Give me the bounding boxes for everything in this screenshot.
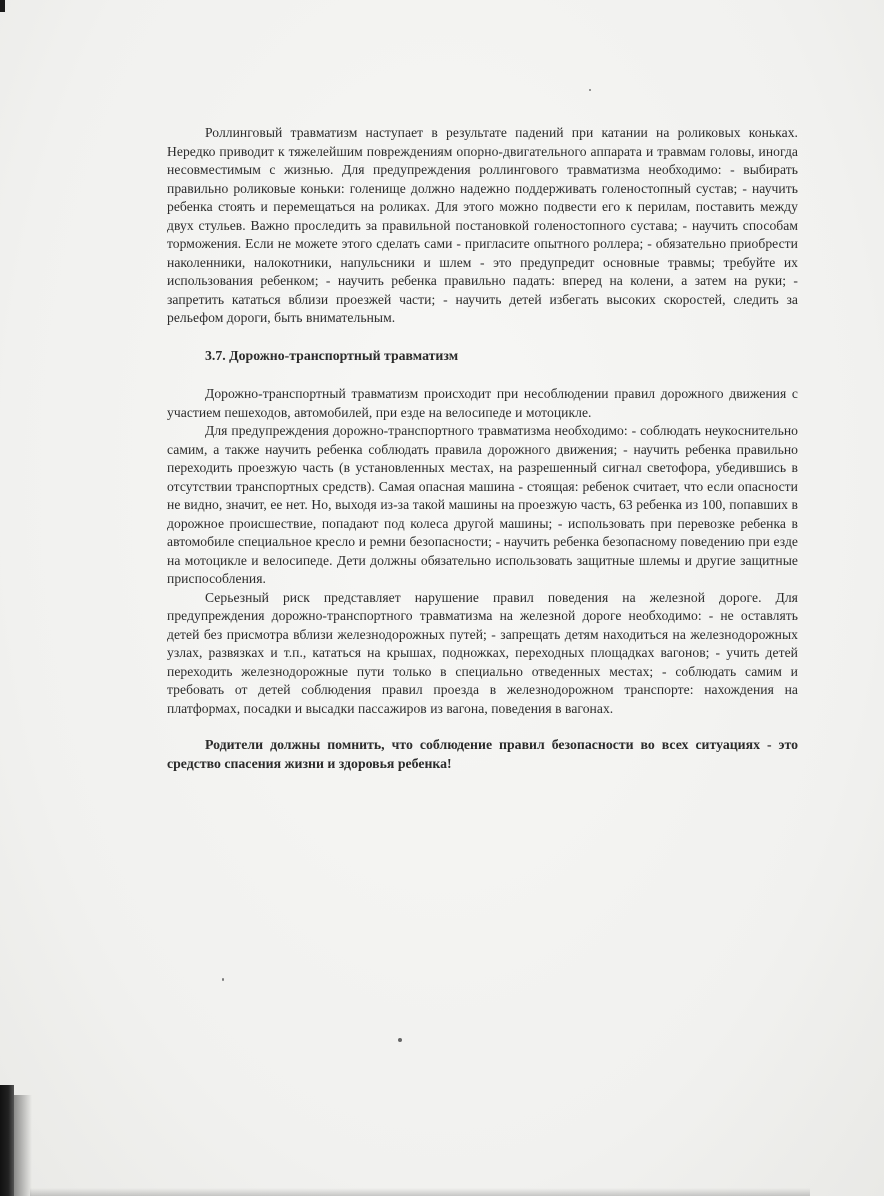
document-body [167, 124, 798, 773]
scan-speck [398, 1038, 402, 1042]
scan-speck [222, 978, 224, 981]
paragraph-traffic-prevention: Для предупреждения дорожно-транспортного травматизма необходимо: - соблюдать неукоснительно самим, а также научить ребенка соблюдать правила дорожного движения; - научить ребенка правильно переходить проезжую часть (в установленных местах, на разрешенный сигнал светофора, убедившись в отсутствии транспортных средств). Самая опасная машина - стоящая: ребенок считает, что если опасности не видно, значит, ее нет. Но, выходя из-за такой машины на проезжую часть, 63 ребенка из 100, попавших в дорожное происшествие, попадают под колеса другой машины; - использовать при перевозке ребенка в автомобиле специальное кресло и ремни безопасности; - научить ребенка безопасному поведению при езде на мотоцикле и велосипеде. Дети должны обязательно использовать защитные шлемы и другие защитные приспособления. [167, 423, 798, 586]
scan-corner-mark [0, 0, 5, 12]
paragraph-rolling-injuries: Роллинговый травматизм наступает в результате падений при катании на роликовых коньках. Нередко приводит к тяжелейшим повреждениям опорно-двигательного аппарата и травмам головы, иногда несовместимым с жизнью. Для предупреждения роллингового травматизма необходимо: - выбирать правильно роликовые коньки: голенище должно надежно поддерживать голеностопный сустав; - научить ребенка стоять и перемещаться на роликах. Для этого можно подвести его к перилам, поставить между двух стульев. Важно проследить за правильной постановкой голеностопного сустава; - научить способам торможения. Если не можете этого сделать сами - пригласите опытного роллера; - обязательно приобрести наколенники, налокотники, напульсники и шлем - это предупредит основные травмы; требуйте их использования ребенком; - научить ребенка правильно падать: вперед на колени, а затем на руки; - запретить кататься вблизи проезжей части; - научить детей избегать высоких скоростей, следить за рельефом дороги, быть внимательным. [167, 125, 798, 325]
scan-edge-gradient [14, 1095, 32, 1196]
scan-speck [589, 89, 591, 91]
paragraph-railway-safety: Серьезный риск представляет нарушение правил поведения на железной дороге. Для предупреждения дорожно-транспортного травматизма на железной дороге необходимо: - не оставлять детей без присмотра вблизи железнодорожных путей; - запрещать детям находиться на железнодорожных узлах, развязках и т.п., кататься на крышах, подножках, переходных площадках вагонов; - учить детей переходить железнодорожные пути только в специально отведенных местах; - соблюдать самим и требовать от детей соблюдения правил проезда в железнодорожном транспорте: нахождения на платформах, посадки и высадки пассажиров из вагона, поведения в вагонах. [167, 589, 798, 716]
scan-edge-shadow [0, 1085, 14, 1196]
closing-reminder: Родители должны помнить, что соблюдение правил безопасности во всех ситуациях - это средство спасения жизни и здоровья ребенка! [167, 737, 798, 771]
scan-bottom-edge [30, 1188, 810, 1196]
paragraph-traffic-intro: Дорожно-транспортный травматизм происходит при несоблюдении правил дорожного движения с участием пешеходов, автомобилей, при езде на велосипеде и мотоцикле. [167, 386, 798, 420]
section-heading-traffic-injuries: 3.7. Дорожно-транспортный травматизм [205, 347, 459, 363]
